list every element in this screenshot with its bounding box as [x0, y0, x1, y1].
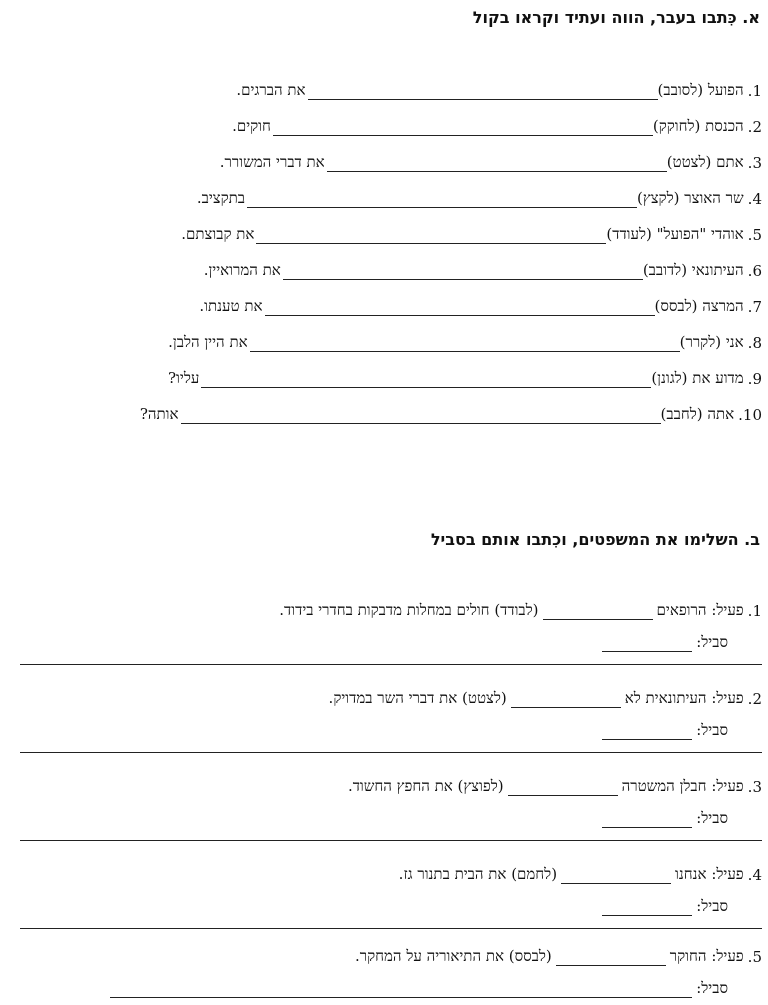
exercise-b-row: 3. פעיל: חבלן המשטרה (לפוצץ) את החפץ החשוד.	[347, 777, 762, 796]
passive-blank[interactable]	[602, 723, 692, 740]
answer-blank[interactable]	[511, 371, 651, 388]
answer-line[interactable]	[20, 928, 762, 929]
exercise-a-row: 7. המרצה (לבסס) את טענתו.	[199, 297, 762, 316]
exercise-a-row: 2. הכנסת (לחוקק) חוקים.	[232, 117, 762, 136]
exercise-a-row: 6. העיתונאי (לדובב) את המרואיין.	[203, 261, 762, 280]
passive-row: סביל:	[24, 718, 728, 740]
answer-blank[interactable]	[250, 335, 510, 352]
passive-blank[interactable]	[602, 811, 692, 828]
passive-blank[interactable]	[110, 981, 692, 998]
answer-blank[interactable]	[508, 779, 618, 796]
passive-blank[interactable]	[602, 899, 692, 916]
answer-line[interactable]	[20, 840, 762, 841]
exercise-a-row: 1. הפועל (לסובב) את הברגים.	[236, 81, 762, 100]
answer-blank[interactable]	[181, 407, 501, 424]
exercise-b-row: 2. פעיל: העיתונאית לא (לצטט) את דברי השר במדויק.	[328, 689, 762, 708]
exercise-a-row: 3. אתם (לצטט) את דברי המשורר.	[219, 153, 762, 172]
answer-blank[interactable]	[265, 299, 525, 316]
answer-blank[interactable]	[556, 949, 666, 966]
section-b-heading: ב. השלימו את המשפטים, וכִתבו אותם בסביל	[430, 530, 760, 549]
passive-row: סביל:	[24, 630, 728, 652]
answer-blank[interactable]	[201, 371, 511, 388]
answer-blank[interactable]	[527, 155, 667, 172]
answer-blank[interactable]	[501, 407, 661, 424]
exercise-a-row: 5. אוהדי "הפועל" (לעודד) את קבוצתם.	[181, 225, 762, 244]
section-a-heading: א. כִּתבו בעבר, הווה ועתיד וקראו בקול	[472, 8, 760, 27]
answer-blank[interactable]	[525, 299, 655, 316]
passive-row: סביל:	[110, 976, 728, 998]
answer-blank[interactable]	[561, 867, 671, 884]
answer-blank[interactable]	[308, 83, 538, 100]
answer-blank[interactable]	[496, 227, 606, 244]
answer-blank[interactable]	[493, 263, 643, 280]
answer-blank[interactable]	[511, 691, 621, 708]
exercise-a-row: 9. מדוע את (לגונן) עליו?	[168, 369, 762, 388]
answer-line[interactable]	[20, 664, 762, 665]
answer-blank[interactable]	[543, 603, 653, 620]
exercise-b-row: 1. פעיל: הרופאים (לבודד) חולים במחלות מדבקות בחדרי בידוד.	[279, 601, 762, 620]
passive-blank[interactable]	[602, 635, 692, 652]
answer-blank[interactable]	[273, 119, 503, 136]
answer-line[interactable]	[20, 752, 762, 753]
answer-blank[interactable]	[256, 227, 496, 244]
passive-row: סביל:	[24, 806, 728, 828]
exercise-b-row: 4. פעיל: אנחנו (לחמם) את הבית בתנור גז.	[398, 865, 762, 884]
answer-blank[interactable]	[283, 263, 493, 280]
answer-blank[interactable]	[538, 83, 658, 100]
exercise-b-row: 5. פעיל: החוקר (לבסס) את התיאוריה על המחקר.	[355, 947, 762, 966]
answer-blank[interactable]	[247, 191, 527, 208]
exercise-a-row: 4. שר האוצר (לקצץ) בתקציב.	[196, 189, 762, 208]
passive-row: סביל:	[24, 894, 728, 916]
exercise-a-row: 10. אתה (לחבב) אותה?	[139, 405, 762, 424]
answer-blank[interactable]	[503, 119, 653, 136]
answer-blank[interactable]	[510, 335, 680, 352]
exercise-a-row: 8. אני (לקרר) את היין הלבן.	[168, 333, 762, 352]
answer-blank[interactable]	[327, 155, 527, 172]
answer-blank[interactable]	[527, 191, 637, 208]
